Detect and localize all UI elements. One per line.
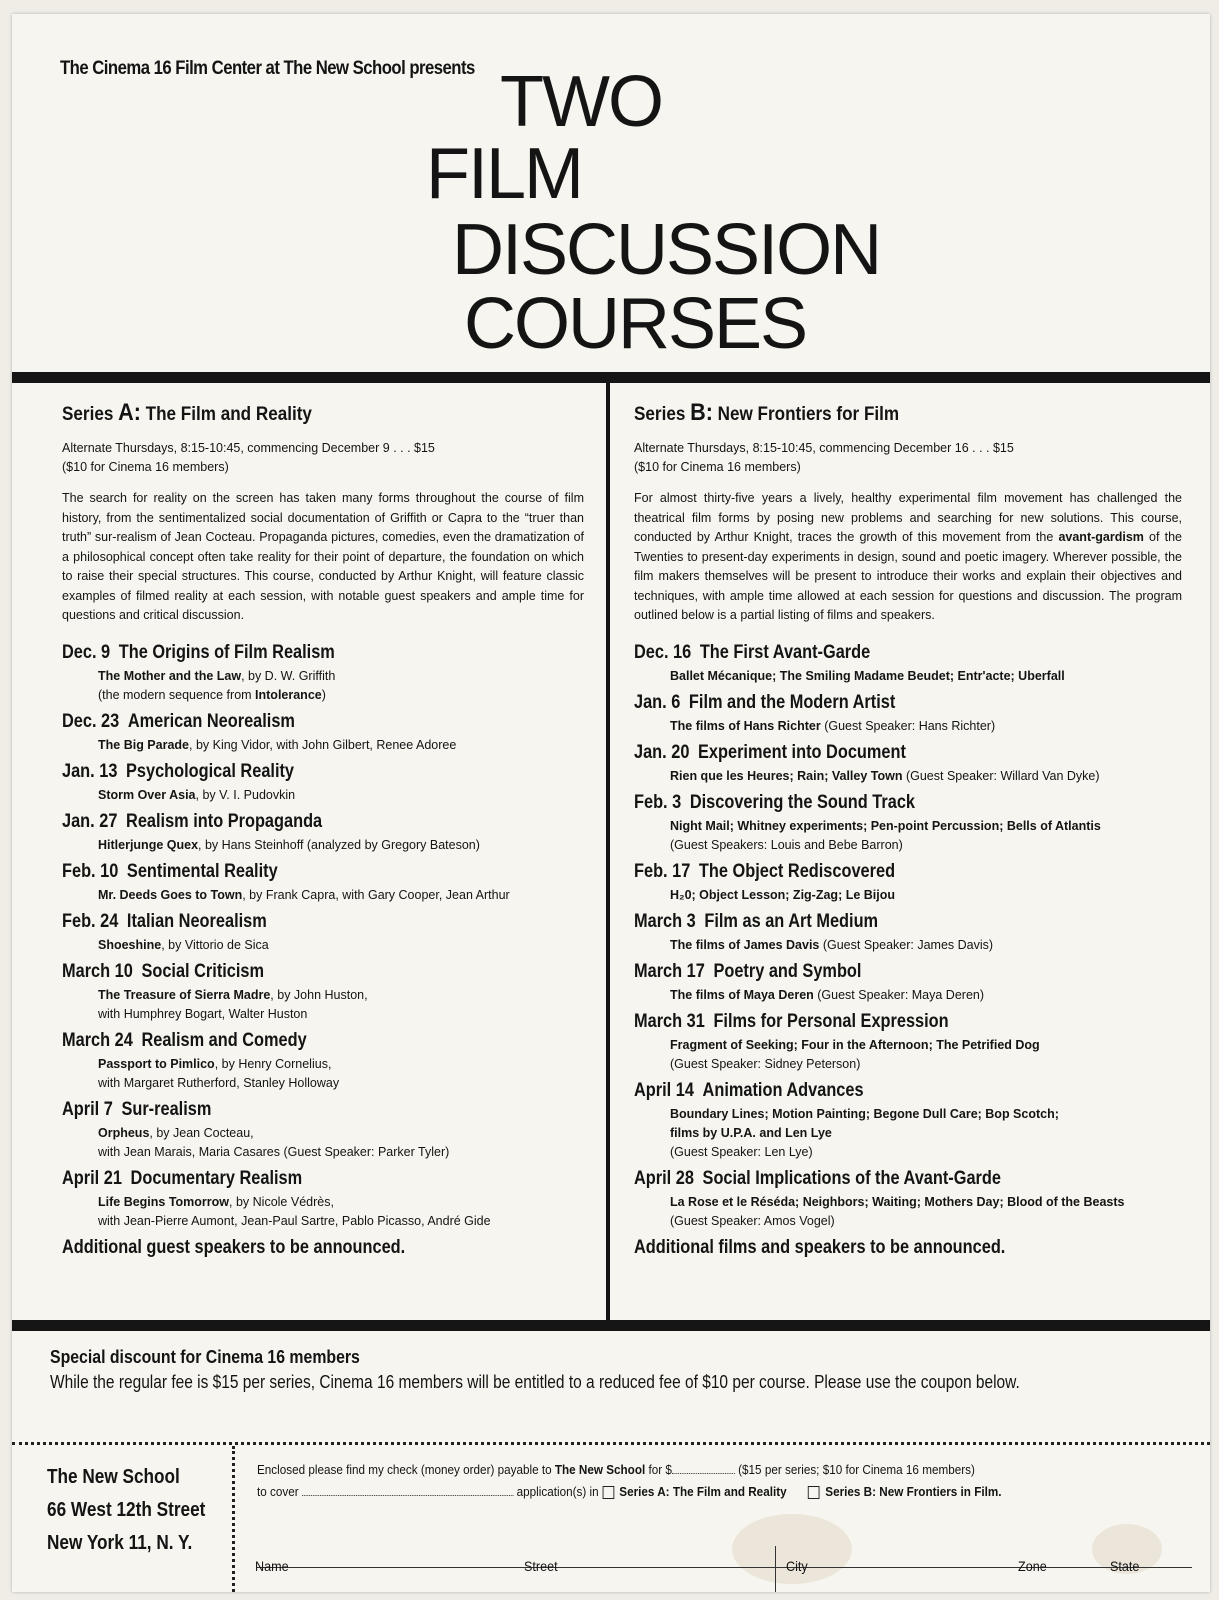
series-a-schedule: Alternate Thursdays, 8:15-10:45, commencing December 9 . . . $15	[62, 441, 435, 455]
series-b-description: For almost thirty-five years a lively, healthy experimental film movement has challenged the theatrical film forms by posing new problems and searching for new solutions. This course, conducted by Arthur Knight, traces the growth of this movement from the avant-gardism of the Twenties to present-day experiments in design, sound and poetic imagery. Wherever possible, the film makers themselves will be present to introduce their works and explain their objectives and techniques, with ample time allowed at each session for questions and discussion. The program outlined below is a partial listing of films and speakers.	[634, 491, 1182, 622]
coupon-line-2: to cover application(s) in Series A: The Film and Reality Series B: New Frontiers in Film.	[257, 1484, 1002, 1499]
session-item: Dec. 16 The First Avant-Garde Ballet Mécanique; The Smiling Madame Beudet; Entr'acte; Uberfall	[634, 641, 1065, 683]
discount-heading: Special discount for Cinema 16 members	[50, 1347, 360, 1367]
flyer-page	[12, 14, 1210, 1592]
session-item: Jan. 20 Experiment into Document Rien que les Heures; Rain; Valley Town (Guest Speaker: Willard Van Dyke)	[634, 741, 1100, 783]
series-b-schedule: Alternate Thursdays, 8:15-10:45, commencing December 16 . . . $15	[634, 441, 1014, 455]
coupon-cut-line	[12, 1442, 1210, 1445]
coupon-line-1: Enclosed please find my check (money order) payable to The New School for $ ($15 per series; $10 for Cinema 16 members)	[257, 1462, 975, 1477]
series-b-additional: Additional films and speakers to be announced.	[634, 1236, 1006, 1258]
series-b-checkbox[interactable]	[808, 1486, 820, 1499]
amount-field[interactable]	[672, 1473, 735, 1474]
series-b-title: Series B: New Frontiers for Film	[634, 399, 900, 426]
session-item: March 17 Poetry and Symbol The films of Maya Deren (Guest Speaker: Maya Deren)	[634, 960, 985, 1002]
session-item: Feb. 24 Italian Neorealism Shoeshine, by Vittorio de Sica	[62, 910, 269, 952]
session-item: Feb. 17 The Object Rediscovered H₂0; Object Lesson; Zig-Zag; Le Bijou	[634, 860, 896, 902]
series-b-column	[634, 399, 1182, 1259]
title-line-2: FILM	[426, 134, 583, 214]
series-a-title: Series A: The Film and Reality	[62, 399, 312, 426]
series-a-checkbox[interactable]	[602, 1486, 614, 1499]
series-b-member-fee: ($10 for Cinema 16 members)	[634, 460, 801, 474]
zone-label: Zone	[1018, 1558, 1047, 1574]
top-divider	[12, 372, 1210, 383]
session-item: Jan. 13 Psychological Reality Storm Over Asia, by V. I. Pudovkin	[62, 760, 296, 802]
column-divider	[606, 383, 610, 1320]
title-line-4: COURSES	[464, 284, 807, 364]
session-item: April 7 Sur-realism Orpheus, by Jean Cocteau, with Jean Marais, Maria Casares (Guest Speaker: Parker Tyler)	[62, 1098, 450, 1159]
city-label: City	[786, 1558, 808, 1574]
name-label: Name	[255, 1558, 289, 1574]
series-a-member-fee: ($10 for Cinema 16 members)	[62, 460, 229, 474]
series-a-additional: Additional guest speakers to be announced.	[62, 1236, 406, 1258]
title-line-1: TWO	[500, 62, 662, 142]
session-item: April 21 Documentary Realism Life Begins Tomorrow, by Nicole Védrès, with Jean-Pierre Aumont, Jean-Paul Sartre, Pablo Picasso, André Gide	[62, 1167, 491, 1228]
series-b-sessions	[634, 642, 1182, 1231]
address-line[interactable]	[257, 1567, 1192, 1568]
presenter-line: The Cinema 16 Film Center at The New School presents	[60, 58, 475, 79]
application-count-field[interactable]	[302, 1495, 513, 1496]
street-label: Street	[524, 1558, 558, 1574]
city-divider	[775, 1546, 776, 1592]
session-item: Dec. 9 The Origins of Film Realism The Mother and the Law, by D. W. Griffith (the modern sequence from Intolerance)	[62, 641, 336, 702]
bottom-divider	[12, 1320, 1210, 1331]
session-item: Feb. 3 Discovering the Sound Track Night Mail; Whitney experiments; Pen-point Percussion; Bells of Atlantis (Guest Speakers: Louis and Bebe Barron)	[634, 791, 1101, 852]
session-item: Feb. 10 Sentimental Reality Mr. Deeds Goes to Town, by Frank Capra, with Gary Cooper, Jean Arthur	[62, 860, 510, 902]
school-address: The New School 66 West 12th Street New York 11, N. Y.	[47, 1466, 206, 1554]
session-item: March 31 Films for Personal Expression Fragment of Seeking; Four in the Afternoon; The Petrified Dog (Guest Speaker: Sidney Peterson)	[634, 1010, 1040, 1071]
session-item: Jan. 6 Film and the Modern Artist The films of Hans Richter (Guest Speaker: Hans Richter)	[634, 691, 996, 733]
session-item: Jan. 27 Realism into Propaganda Hitlerjunge Quex, by Hans Steinhoff (analyzed by Gregory Bateson)	[62, 810, 480, 852]
session-item: March 10 Social Criticism The Treasure of Sierra Madre, by John Huston, with Humphrey Bogart, Walter Huston	[62, 960, 368, 1021]
series-a-sessions	[62, 642, 584, 1231]
session-item: April 28 Social Implications of the Avant-Garde La Rose et le Réséda; Neighbors; Waiting; Mothers Day; Blood of the Beasts (Guest Speaker: Amos Vogel)	[634, 1167, 1125, 1228]
session-item: March 3 Film as an Art Medium The films of James Davis (Guest Speaker: James Davis)	[634, 910, 994, 952]
discount-body: While the regular fee is $15 per series, Cinema 16 members will be entitled to a reduced fee of $10 per course. Please use the coupon below.	[50, 1372, 1020, 1392]
state-label: State	[1110, 1558, 1140, 1574]
title-line-3: DISCUSSION	[452, 210, 881, 290]
coupon-fold-line	[232, 1446, 235, 1592]
series-a-column	[62, 399, 584, 1259]
session-item: Dec. 23 American Neorealism The Big Parade, by King Vidor, with John Gilbert, Renee Adoree	[62, 710, 457, 752]
series-a-description: The search for reality on the screen has taken many forms throughout the course of film history, from the sentimentalized social documentation of Griffith or Capra to the “truer than truth” sur-realism of Jean Cocteau. Propaganda pictures, comedies, even the dramatization of a philosophical concept often take reality for their point of departure, the foundation on which to raise their special structures. This course, conducted by Arthur Knight, will feature classic examples of filmed reality at each session, with notable guest speakers and ample time for questions and critical discussion.	[62, 491, 584, 622]
session-item: April 14 Animation Advances Boundary Lines; Motion Painting; Begone Dull Care; Bop Scotch; films by U.P.A. and Len Lye (Guest Speaker: Len Lye)	[634, 1079, 1059, 1159]
session-item: March 24 Realism and Comedy Passport to Pimlico, by Henry Cornelius, with Margaret Rutherford, Stanley Holloway	[62, 1029, 340, 1090]
